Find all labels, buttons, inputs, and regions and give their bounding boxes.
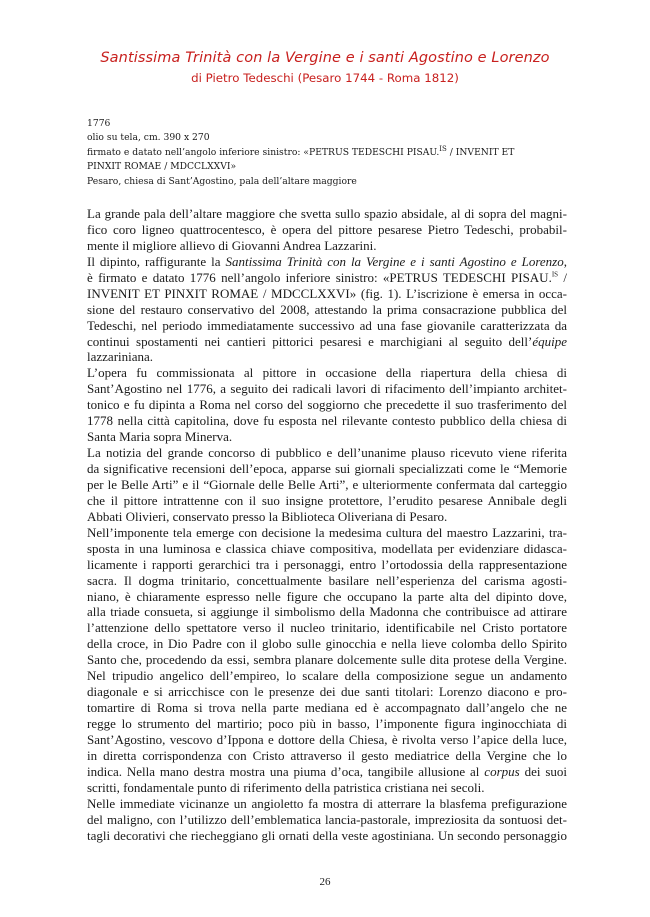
- body-line: tomartire di Roma si trova nella parte mediana ed è accompagnato dall’angelo che ne: [87, 700, 567, 716]
- meta-location: Pesaro, chiesa di Sant’Agostino, pala dell’altare maggiore: [87, 175, 357, 187]
- body-line: Abbati Olivieri, conservato presso la Biblioteca Oliveriana di Pesaro.: [87, 508, 448, 524]
- body-text: [87, 206, 567, 844]
- body-line: Nel tripudio angelico dell’empireo, lo scalare della composizione segue un andamento: [87, 668, 567, 684]
- artwork-title: Santissima Trinità con la Vergine e i santi Agostino e Lorenzo: [100, 50, 550, 66]
- body-line: scritti, fondamentale punto di riferimento della patristica cristiana nei secoli.: [87, 779, 485, 795]
- body-line: Santa Maria sopra Minerva.: [87, 429, 233, 445]
- body-line: La grande pala dell’altare maggiore che svetta sullo spazio absidale, al di sopra del magni-: [87, 206, 567, 221]
- body-line: L’opera fu commissionata al pittore in occasione della riapertura della chiesa di: [87, 365, 567, 381]
- page-number: 26: [319, 876, 331, 888]
- body-line: che il pittore intrattenne con il suo insigne protettore, l’erudito pesarese Annibale degli: [87, 492, 567, 508]
- body-line: tagli decorativi che riecheggiano gli ornati della veste agostiniana. Un secondo personaggio: [87, 827, 567, 843]
- body-line: tonico e fu dipinta a Roma nel corso del soggiorno che precedette il suo trasferimento del: [87, 397, 567, 413]
- body-line: l’attenzione dello spettatore verso il nucleo trinitario, identificabile nel Cristo portatore: [87, 620, 567, 636]
- body-line: in diretta corrispondenza con Cristo attraverso il gesto mediatrice della Vergine che lo: [87, 747, 567, 763]
- body-line: sacra. Il dogma trinitario, concettualmente basilare nell’esperienza del carisma agosti-: [87, 572, 567, 588]
- body-line: INVENIT ET PINXIT ROMAE / MDCCLXXVI» (fig. 1). L’iscrizione è emersa in occa-: [87, 285, 567, 301]
- body-line: è firmato e datato 1776 nell’angolo inferiore sinistro: «PETRUS TEDESCHI PISAU.$^{IS}$ /: [87, 269, 567, 285]
- body-line: da significative recensioni dell’epoca, apparse sui giornali specializzati come le “Memorie: [87, 461, 567, 476]
- body-line: Tedeschi, nel periodo immediatamente successivo ad una fase giovanile caratterizzata da: [87, 317, 567, 333]
- meta-signature: firmato e datato nell’angolo inferiore sinistro: «PETRUS TEDESCHI PISAU.$^{IS}$ / INVENIT ET: [87, 144, 515, 158]
- body-line: della croce, in Dio Padre con il globo sulle ginocchia e nella lieve colomba dello Spirito: [87, 636, 567, 652]
- body-line: del maligno, con l’utilizzo dell’emblematica lancia-pastorale, impreziosita da sontuosi det-: [87, 811, 567, 827]
- body-line: mente il migliore allievo di Giovanni Andrea Lazzarini.: [87, 237, 377, 253]
- body-line: Sant’Agostino, vescovo d’Ippona e dottore della Chiesa, è rivolta verso l’apice della luce,: [87, 731, 567, 747]
- body-line: Sant’Agostino nel 1776, a seguito dei radicali lavori di rifacimento dell’impianto architet-: [87, 381, 567, 397]
- body-line: lazzariniana.: [87, 349, 154, 365]
- body-line: continui spostamenti nei cantieri pittorici pesaresi e marchigiani al seguito dell’équipe: [87, 333, 567, 349]
- body-line: fico coro ligneo quattrocentesco, è opera del pittore pesarese Pietro Tedeschi, probabil-: [87, 221, 567, 237]
- artist-subtitle: di Pietro Tedeschi (Pesaro 1744 - Roma 1812): [191, 71, 459, 85]
- body-line: sposta in una luminosa e classica chiave compositiva, modellata per evidenziare didasca-: [87, 540, 567, 556]
- meta-signature-cont: PINXIT ROMAE / MDCCLXXVI»: [87, 161, 237, 173]
- body-line: Nelle immediate vicinanze un angioletto fa mostra di atterrare la blasfema prefigurazione: [87, 795, 567, 811]
- body-line: diagonale e si arricchisce con le presenze dei due santi titolari: Lorenzo diacono e pro-: [87, 684, 567, 700]
- body-line: alla triade consueta, si aggiunge il simbolismo della Madonna che contribuisce ad attirare: [87, 604, 567, 620]
- body-line: 1778 nella città capitolina, dove fu esposta nel rilevante contesto pubblico della chiesa di: [87, 413, 567, 429]
- body-line: per le Belle Arti” e il “Giornale delle Belle Arti”, e ulteriormente confermata dal carteggio: [87, 476, 567, 492]
- body-line: niano, è chiaramente espresso nelle figure che occupano la parte alta del dipinto dove,: [87, 588, 567, 604]
- body-line: licamente i rapporti gerarchici tra i personaggi, entro l’ortodossia della rappresentazione: [87, 556, 567, 572]
- body-line: regge lo strumento del martirio; poco più in basso, l’imponente figura inginocchiata di: [87, 716, 567, 731]
- body-line: indica. Nella mano destra mostra una piuma d’oca, tangibile allusione al corpus dei suoi: [87, 763, 567, 779]
- body-line: Il dipinto, raffigurante la Santissima Trinità con la Vergine e i santi Agostino e Lorenzo,: [87, 253, 567, 269]
- body-line: Nell’imponente tela emerge con decisione la medesima cultura del maestro Lazzarini, tra-: [87, 524, 567, 540]
- artwork-metadata: [87, 117, 567, 189]
- meta-technique: olio su tela, cm. 390 x 270: [87, 132, 210, 144]
- body-line: Santo che, procedendo da essi, sembra planare dolcemente sulle dita protese della Vergine.: [87, 652, 567, 668]
- body-line: sione del restauro conservativo del 2008, attestando la prima consacrazione pubblica del: [87, 301, 567, 317]
- body-line: La notizia del grande concorso di pubblico e dell’unanime plauso ricevuto viene riferita: [87, 445, 567, 461]
- meta-date: 1776: [87, 118, 111, 129]
